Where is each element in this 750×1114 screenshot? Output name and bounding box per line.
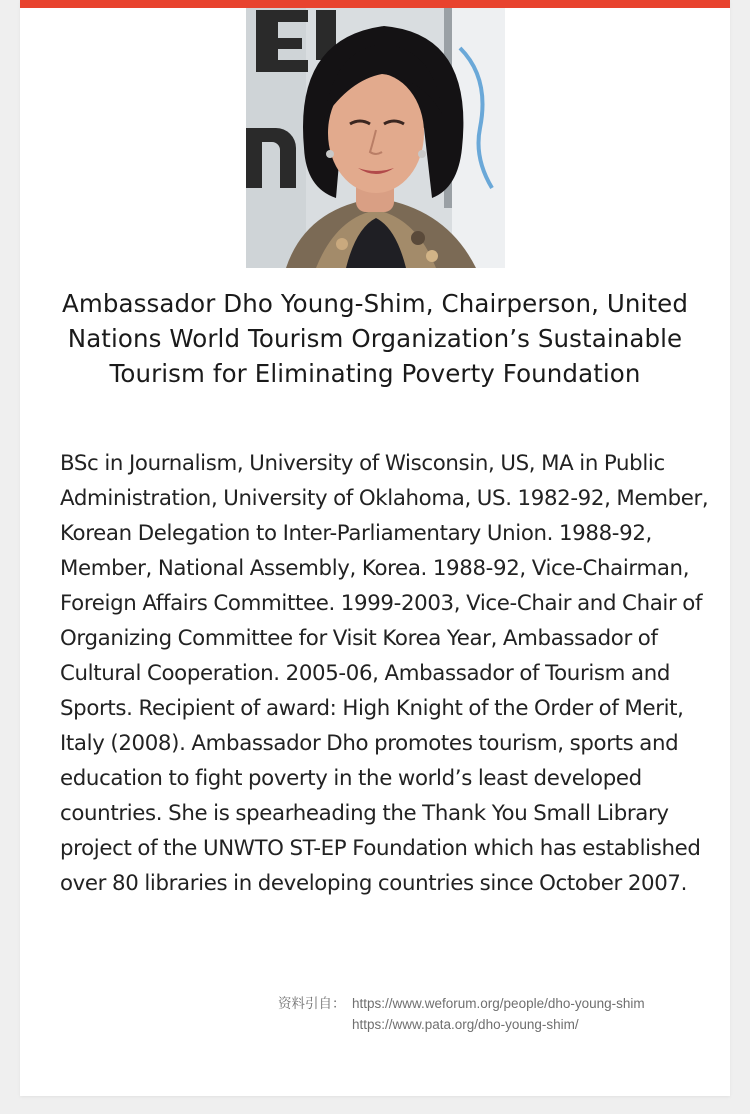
- biography-text: BSc in Journalism, University of Wisconsin, US, MA in Public Administration, University of Oklahoma, US. 1982-92, Member, Korean Delegation to Inter-Parliamentary Union. 1988-92, Member, National Assembly, Korea. 1988-92, Vice-Chairman, Foreign Affairs Committee. 1999-2003, Vice-Chair and Chair of Organizing Committee for Visit Korea Year, Ambassador of Cultural Cooperation. 2005-06, Ambassador of Tourism and Sports. Recipient of award: High Knight of the Order of Merit, Italy (2008). Ambassador Dho promotes tourism, sports and education to fight poverty in the world’s least developed countries. She is spearheading the Thank You Small Library project of the UNWTO ST-EP Foundation which has established over 80 libraries in developing countries since October 2007.: [60, 451, 709, 896]
- source-link-weforum[interactable]: https://www.weforum.org/people/dho-young-shim: [352, 996, 645, 1011]
- accent-bar: [20, 0, 730, 8]
- profile-card: [20, 0, 730, 1096]
- source-link-pata[interactable]: https://www.pata.org/dho-young-shim/: [352, 1017, 579, 1032]
- page-title: Ambassador Dho Young-Shim, Chairperson, United Nations World Tourism Organization’s Sustainable Tourism for Eliminating Poverty Foundation: [62, 289, 688, 388]
- source-label: 资料引自：: [278, 996, 346, 1011]
- source-citation: [278, 993, 718, 1035]
- portrait-photo: [246, 8, 505, 268]
